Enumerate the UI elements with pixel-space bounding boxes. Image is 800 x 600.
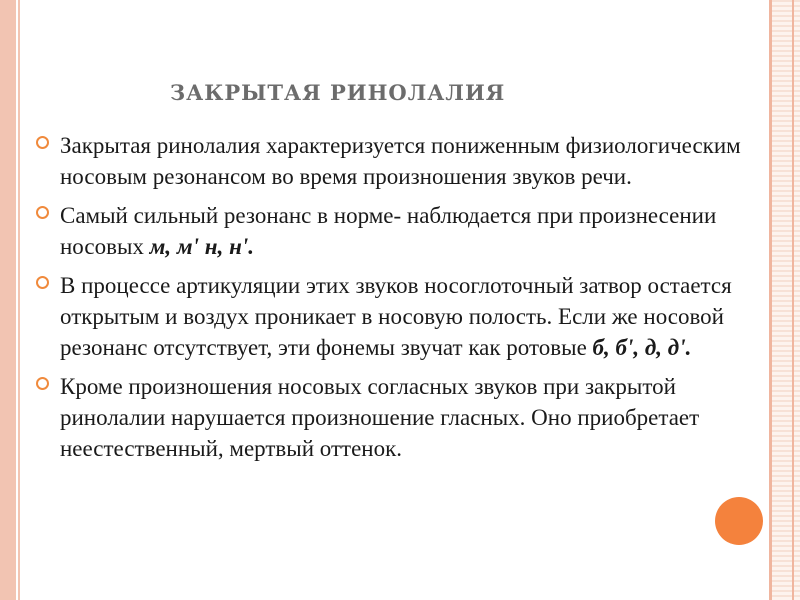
left-decorative-line xyxy=(18,0,20,600)
left-decorative-border xyxy=(0,0,16,600)
bullet-circle-icon xyxy=(36,206,49,219)
bullet-circle-icon xyxy=(36,136,49,149)
right-decorative-stripe xyxy=(792,0,794,600)
right-decorative-border xyxy=(772,0,800,600)
bullet-text: Закрытая ринолалия характеризуется пониженным физиологическим носовым резонансом во время произношения звуков речи. xyxy=(60,133,741,189)
bullet-circle-icon xyxy=(36,377,49,390)
bullet-circle-icon xyxy=(36,276,49,289)
bullet-emphasis: б, б', д, д'. xyxy=(592,335,692,360)
bullet-item xyxy=(36,200,746,262)
bullet-list xyxy=(36,130,746,464)
bullet-item xyxy=(36,371,746,464)
bullet-item xyxy=(36,130,746,192)
slide-title: ЗАКРЫТАЯ РИНОЛАЛИЯ xyxy=(170,80,506,105)
bullet-item xyxy=(36,270,746,363)
slide-content xyxy=(36,130,746,472)
bullet-text: В процессе артикуляции этих звуков носоглоточный затвор остается открытым и воздух проникает в носовую полость. Если же носовой резонанс отсутствует, эти фонемы звучат как ротовые xyxy=(60,273,732,360)
orange-circle-decoration xyxy=(715,497,763,545)
bullet-emphasis: м, м' н, н'. xyxy=(149,234,254,259)
bullet-text: Кроме произношения носовых согласных звуков при закрытой ринолалии нарушается произношение гласных. Оно приобретает неестественный, мертвый оттенок. xyxy=(60,374,700,461)
bullet-text: Самый сильный резонанс в норме- наблюдается при произнесении носовых xyxy=(60,203,717,259)
